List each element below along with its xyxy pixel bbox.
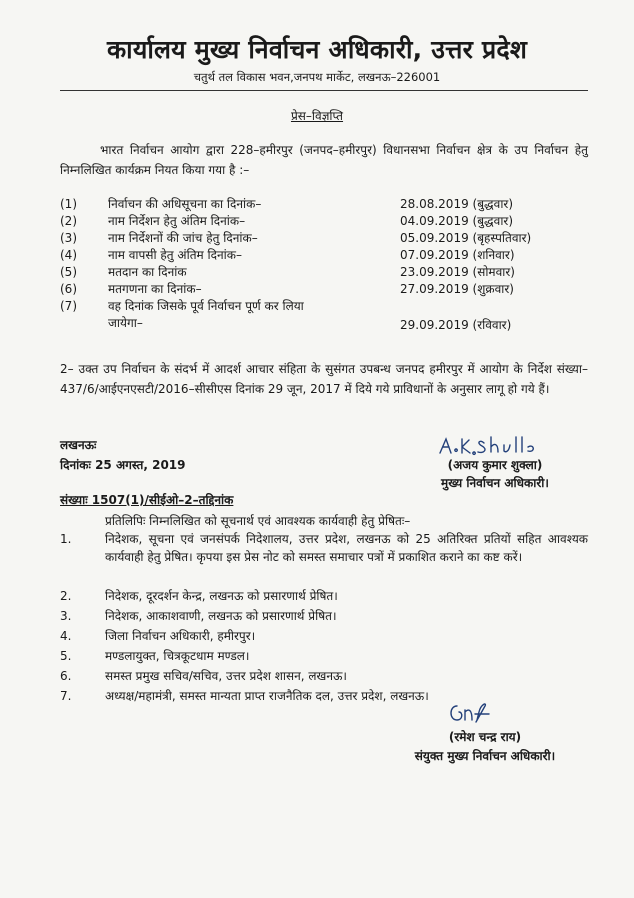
schedule-row — [60, 247, 588, 264]
schedule-number: (5) — [60, 265, 77, 279]
schedule-label: नाम निर्देशन हेतु अंतिम दिनांक– — [108, 214, 246, 228]
place-label: लखनऊः — [60, 438, 97, 452]
cc-number: 6. — [60, 669, 72, 683]
schedule-label: मतगणना का दिनांक– — [108, 282, 202, 296]
office-title: कार्यालय मुख्य निर्वाचन अधिकारी, उत्तर प्रदेश — [106, 35, 528, 64]
cc-item — [60, 667, 588, 685]
copy-intro: प्रतिलिपिः निम्नलिखित को सूचनार्थ एवं आवश्यक कार्यवाही हेतु प्रेषितः– — [105, 514, 411, 528]
signatory-1-name: (अजय कुमार शुक्ला) — [447, 458, 543, 472]
cc-number: 1. — [60, 532, 72, 546]
schedule-date: 05.09.2019 (बृहस्पतिवार) — [400, 231, 532, 245]
schedule-number: (4) — [60, 248, 77, 262]
schedule-number: (1) — [60, 197, 77, 211]
schedule-label: निर्वाचन की अधिसूचना का दिनांक– — [108, 197, 262, 211]
schedule-date: 23.09.2019 (सोमवार) — [400, 265, 515, 279]
schedule-label: वह दिनांक जिसके पूर्व निर्वाचन पूर्ण कर लिया जायेगा– — [108, 299, 304, 330]
clause-2-paragraph: 2– उक्त उप निर्वाचन के संदर्भ में आदर्श आचार संहिता के सुसंगत उपबन्ध जनपद हमीरपुर में आयोग के निर्देश संख्या–437/6/आईएनएसटी/2016–सीसीएस दिनांक 29 जून, 2017 में दिये गये प्राविधानों के अनुसार लागू हो गये हैं। — [60, 362, 588, 396]
cc-item — [60, 587, 588, 605]
cc-number: 5. — [60, 649, 72, 663]
cc-number: 7. — [60, 689, 72, 703]
schedule-label: नाम निर्देशनों की जांच हेतु दिनांक– — [108, 231, 258, 245]
cc-number: 2. — [60, 589, 72, 603]
cc-text: समस्त प्रमुख सचिव/सचिव, उत्तर प्रदेश शासन, लखनऊ। — [105, 669, 347, 683]
schedule-row — [60, 264, 588, 281]
schedule-number: (6) — [60, 282, 77, 296]
header-divider — [60, 90, 588, 91]
issue-date: दिनांकः 25 अगस्त, 2019 — [60, 458, 186, 472]
signature-ramesh-chandra-rai — [445, 700, 495, 726]
schedule-number: (3) — [60, 231, 77, 245]
cc-text: अध्यक्ष/महामंत्री, समस्त मान्यता प्राप्त राजनैतिक दल, उत्तर प्रदेश, लखनऊ। — [105, 689, 429, 703]
signatory-2-name: (रमेश चन्द्र राय) — [448, 730, 522, 744]
signatory-2-block — [400, 728, 570, 766]
cc-item — [60, 530, 588, 584]
cc-text: निदेशक, सूचना एवं जनसंपर्क निदेशालय, उत्तर प्रदेश, लखनऊ को 25 अतिरिक्त प्रतियों सहित आवश्यक कार्यवाही हेतु प्रेषित। कृपया इस प्रेस नोट को समस्त समाचार पत्रों में प्रकाशित कराने का कष्ट करें। — [105, 532, 588, 564]
cc-item — [60, 607, 588, 625]
schedule-number: (7) — [60, 299, 77, 313]
cc-text: जिला निर्वाचन अधिकारी, हमीरपुर। — [105, 629, 256, 643]
schedule-row — [60, 196, 588, 213]
cc-item — [60, 687, 588, 705]
schedule-row — [60, 230, 588, 247]
schedule-number: (2) — [60, 214, 77, 228]
signatory-1-block — [410, 456, 580, 492]
cc-text: निदेशक, दूरदर्शन केन्द्र, लखनऊ को प्रसारणार्थ प्रेषित। — [105, 589, 338, 603]
schedule-date: 28.08.2019 (बुद्धवार) — [400, 197, 514, 211]
schedule-date: 04.09.2019 (बुद्धवार) — [400, 214, 514, 228]
cc-number: 3. — [60, 609, 72, 623]
schedule-label: मतदान का दिनांक — [108, 265, 187, 279]
office-address: चतुर्थ तल विकास भवन,जनपथ मार्केट, लखनऊ–226001 — [193, 70, 441, 84]
schedule-date: 07.09.2019 (शनिवार) — [400, 248, 515, 262]
cc-number: 4. — [60, 629, 72, 643]
cc-item — [60, 647, 588, 665]
schedule-label: नाम वापसी हेतु अंतिम दिनांक– — [108, 248, 242, 262]
schedule-row — [60, 298, 588, 334]
intro-paragraph: भारत निर्वाचन आयोग द्वारा 228–हमीरपुर (जनपद–हमीरपुर) विधानसभा निर्वाचन क्षेत्र के उप निर्वाचन हेतु निम्नलिखित कार्यक्रम नियत किया गया है :– — [60, 143, 588, 177]
schedule-date: 27.09.2019 (शुक्रवार) — [400, 282, 514, 296]
schedule-date: 29.09.2019 (रविवार) — [400, 318, 512, 332]
cc-text: मण्डलायुक्त, चित्रकूटधाम मण्डल। — [105, 649, 250, 663]
signatory-1-designation: मुख्य निर्वाचन अधिकारी। — [441, 476, 549, 490]
schedule-row — [60, 213, 588, 230]
schedule-row — [60, 281, 588, 298]
cc-text: निदेशक, आकाशवाणी, लखनऊ को प्रसारणार्थ प्रेषित। — [105, 609, 337, 623]
reference-number: संख्याः 1507(1)/सीईओ–2–तद्दिनांक — [60, 493, 234, 507]
signatory-2-designation: संयुक्त मुख्य निर्वाचन अधिकारी। — [414, 749, 556, 763]
cc-item — [60, 627, 588, 645]
press-release-heading: प्रेस–विज्ञप्ति — [290, 109, 344, 123]
